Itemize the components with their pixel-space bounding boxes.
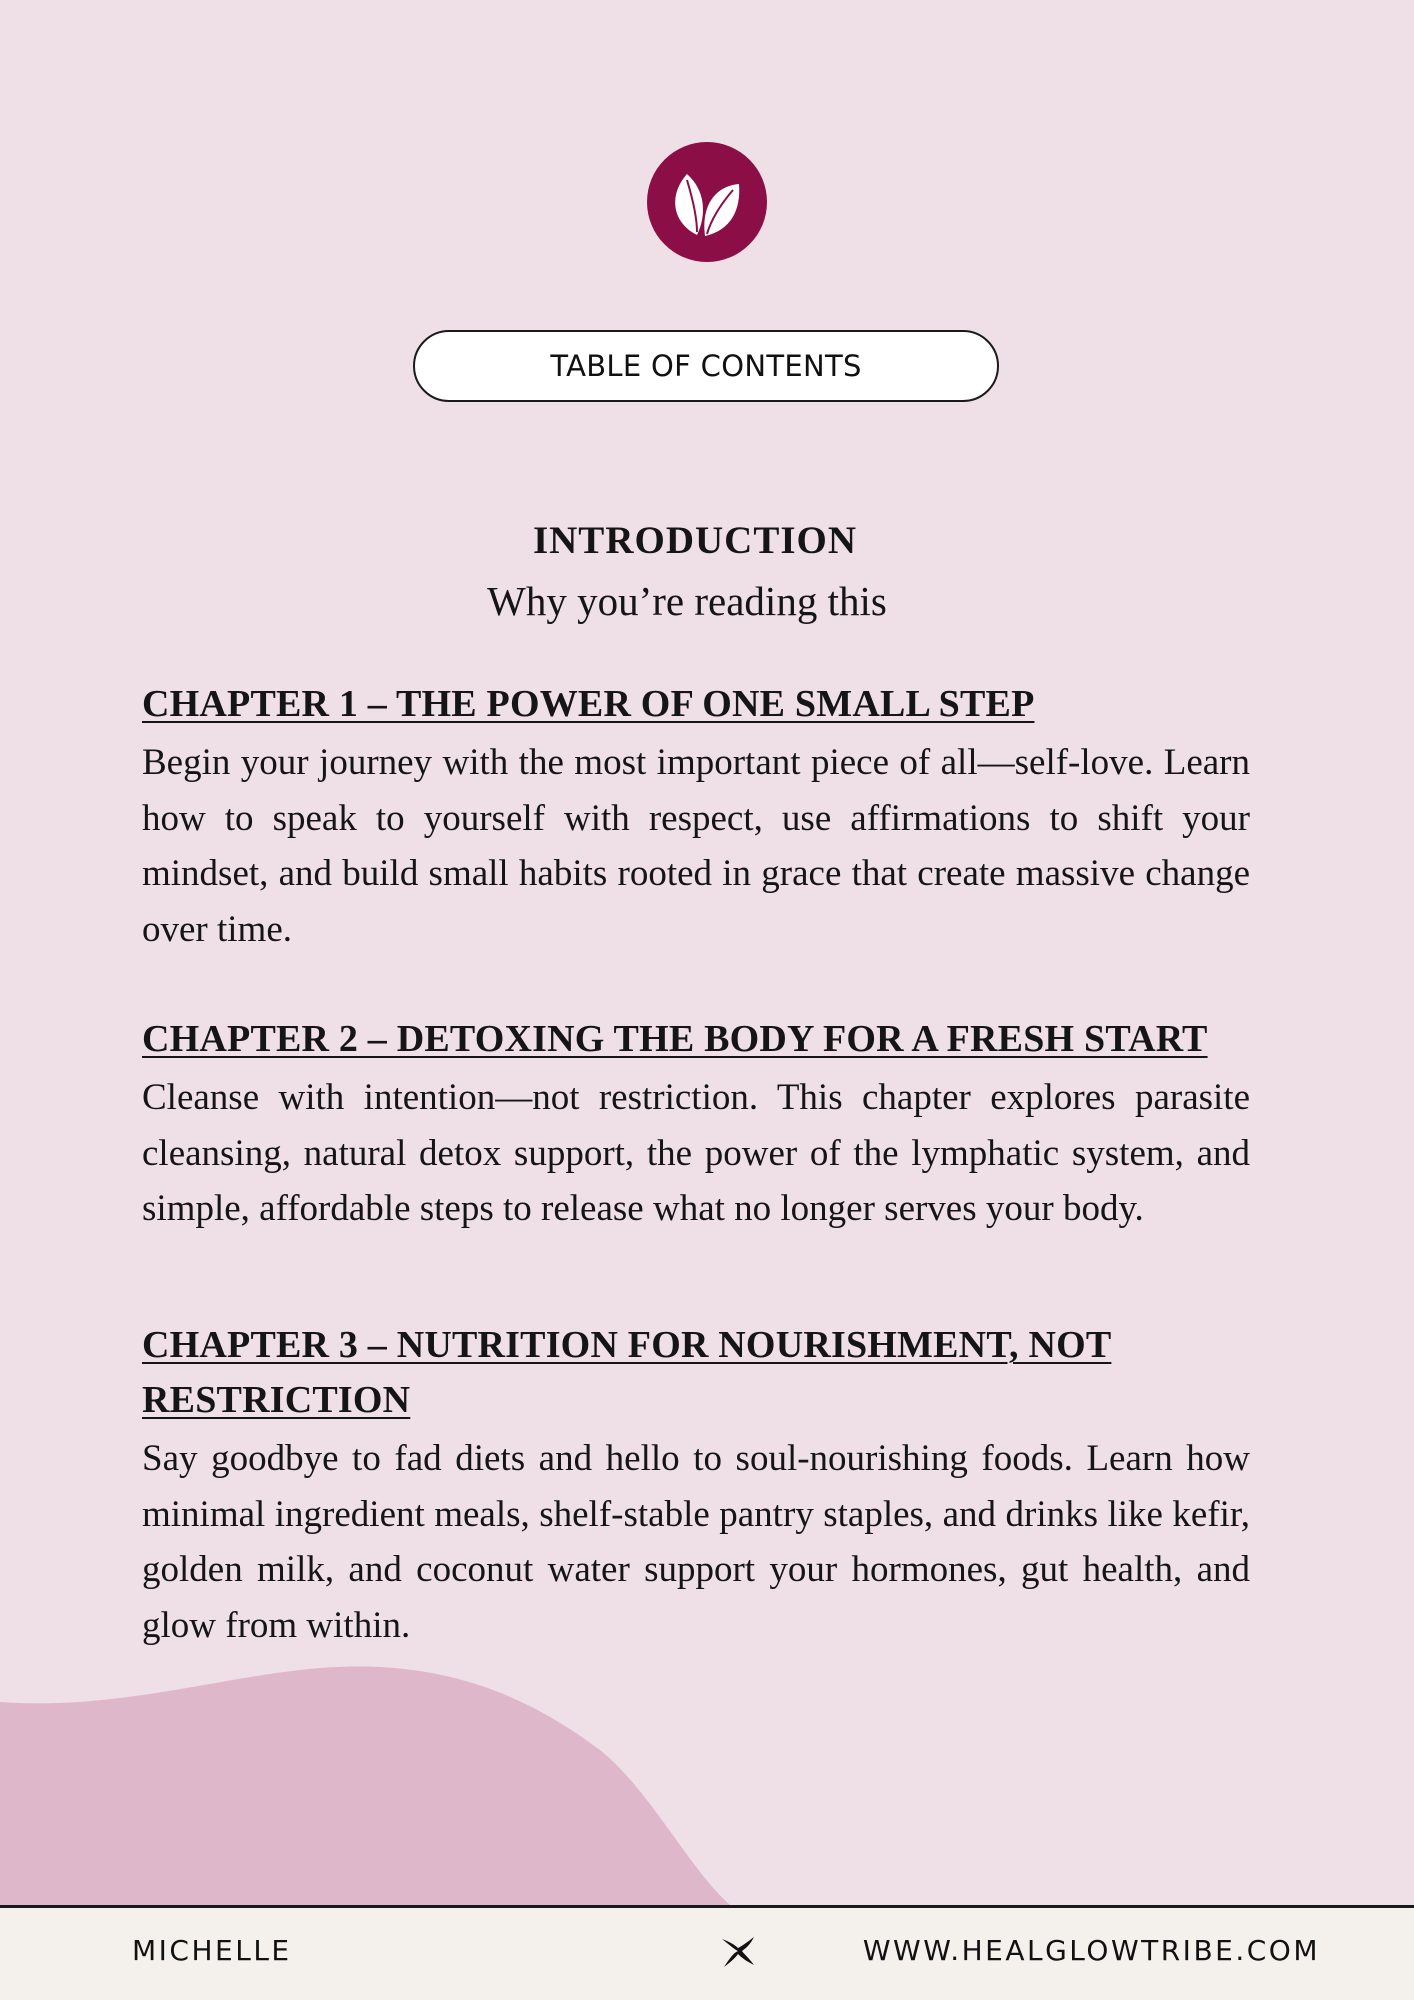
chapter-2-description: Cleanse with intention—not restriction. This chapter explores parasite cleansing, natural detox support, the power of the lymphatic system, and simple, affordable steps to release what no longer serves your body.	[142, 1077, 1250, 1229]
footer	[0, 1905, 1414, 2000]
footer-website-link[interactable]: WWW.HEALGLOWTRIBE.COM	[862, 1934, 1320, 1967]
chapter-2-title: CHAPTER 2 – DETOXING THE BODY FOR A FRESH START	[142, 1018, 1208, 1060]
leaf-icon	[647, 142, 767, 262]
chapter-3-title: CHAPTER 3 – NUTRITION FOR NOURISHMENT, NOT RESTRICTION	[142, 1324, 1112, 1421]
decorative-wave	[0, 1640, 1414, 1905]
footer-author-name: MICHELLE	[132, 1934, 292, 1967]
chapter-3-description: Say goodbye to fad diets and hello to soul-nourishing foods. Learn how minimal ingredient meals, shelf-stable pantry staples, and drinks like kefir, golden milk, and coconut water support your hormones, gut health, and glow from within.	[142, 1438, 1250, 1646]
chapter-1-title: CHAPTER 1 – THE POWER OF ONE SMALL STEP	[142, 683, 1035, 725]
chapter-1-description: Begin your journey with the most important piece of all—self-love. Learn how to speak to yourself with respect, use affirmations to shift your mindset, and build small habits rooted in grace that create massive change over time.	[142, 742, 1250, 950]
table-of-contents-label: TABLE OF CONTENTS	[413, 330, 999, 402]
sparkle-icon	[720, 1933, 756, 1969]
introduction-title: INTRODUCTION	[532, 519, 858, 562]
introduction-subtitle: Why you’re reading this	[487, 578, 887, 624]
